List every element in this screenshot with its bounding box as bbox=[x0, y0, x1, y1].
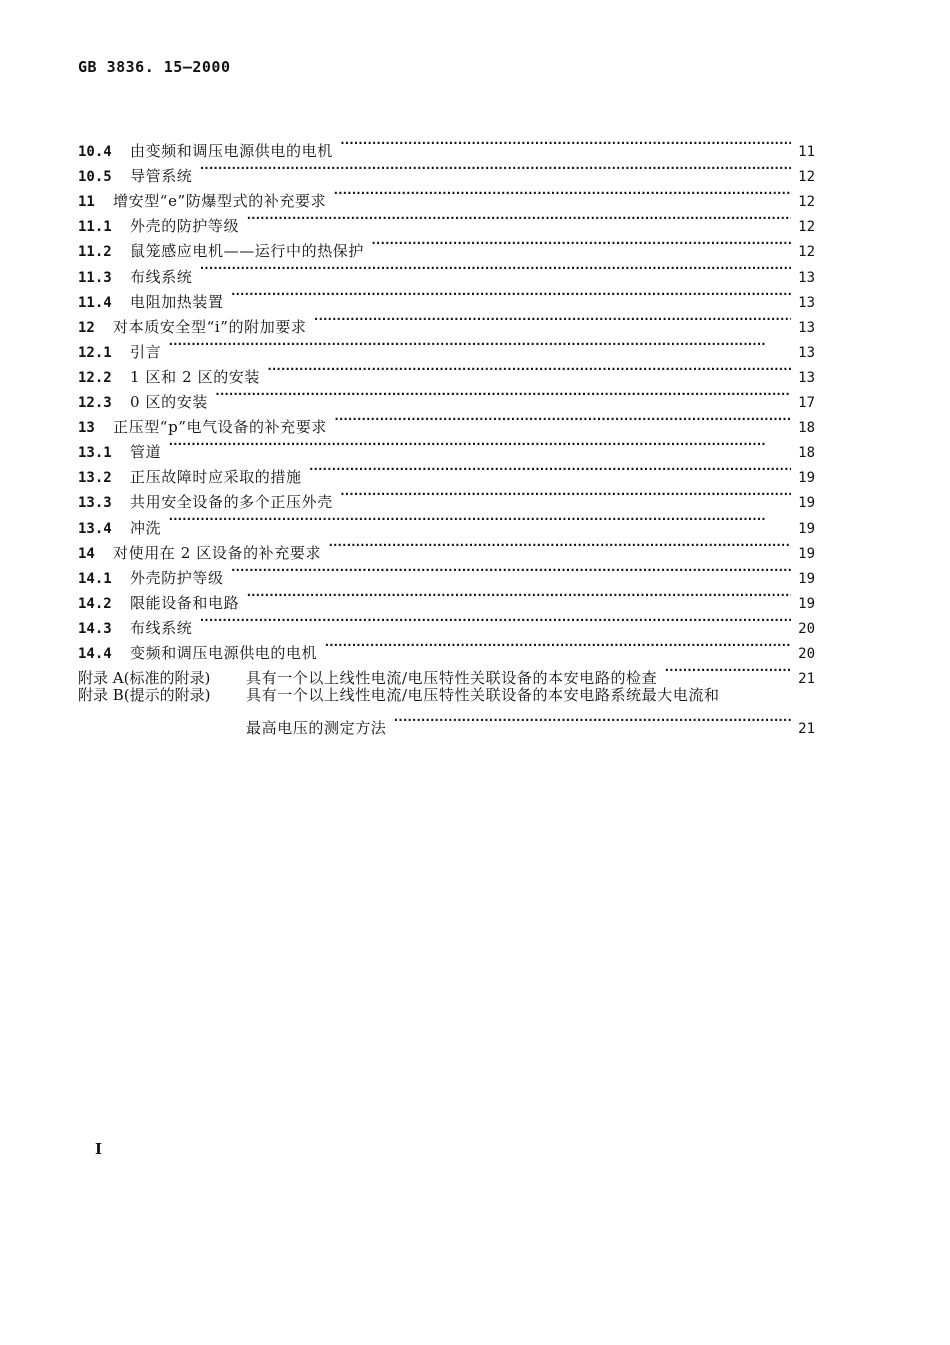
toc-entry-page: 19 bbox=[798, 470, 815, 487]
dot-leader bbox=[230, 282, 791, 307]
toc-entry-page: 13 bbox=[798, 344, 815, 361]
dot-leader bbox=[339, 482, 791, 507]
appendix-b-label: 附录 B(提示的附录) bbox=[78, 686, 211, 705]
toc-entry-title: 增安型“e”防爆型式的补充要求 bbox=[113, 192, 327, 211]
toc-entry-page: 19 bbox=[798, 495, 815, 512]
dot-leader bbox=[392, 708, 791, 733]
dot-leader bbox=[370, 231, 791, 256]
dot-leader bbox=[214, 382, 791, 407]
toc-entry-number: 12.3 bbox=[78, 395, 112, 412]
toc-entry-title: 导管系统 bbox=[130, 167, 193, 186]
toc-entry-number: 13.2 bbox=[78, 470, 112, 487]
toc-entry-number: 13.1 bbox=[78, 445, 112, 462]
dot-leader bbox=[308, 457, 791, 482]
dot-leader bbox=[333, 407, 791, 432]
toc-entry-10-4[interactable] bbox=[78, 131, 815, 161]
appendix-a-title: 具有一个以上线性电流/电压特性关联设备的本安电路的检查 bbox=[246, 669, 658, 688]
toc-entry-page: 19 bbox=[798, 520, 815, 537]
toc-entry-page: 11 bbox=[798, 144, 815, 161]
toc-entry-title: 引言 bbox=[130, 342, 162, 361]
toc-entry-11-2[interactable] bbox=[78, 231, 815, 261]
dot-leader bbox=[323, 633, 791, 658]
toc-entry-number: 13.4 bbox=[78, 520, 112, 537]
dot-leader bbox=[339, 131, 791, 156]
toc-entry-11-4[interactable] bbox=[78, 282, 815, 311]
toc-entry-title: 布线系统 bbox=[130, 267, 193, 286]
toc-entry-11-3[interactable] bbox=[78, 256, 815, 286]
appendix-a-label: 附录 A(标准的附录) bbox=[78, 669, 211, 688]
toc-entry-title: 冲洗 bbox=[130, 518, 162, 537]
toc-entry-title: 正压型“p”电气设备的补充要求 bbox=[113, 418, 327, 437]
toc-entry-page: 20 bbox=[798, 620, 815, 637]
toc-entry-title: 变频和调压电源供电的电机 bbox=[130, 643, 318, 662]
toc-entry-page: 13 bbox=[798, 294, 815, 311]
appendix-b-title-line1: 具有一个以上线性电流/电压特性关联设备的本安电路系统最大电流和 bbox=[246, 686, 720, 705]
toc-entry-number: 14.1 bbox=[78, 570, 112, 587]
dot-leader bbox=[327, 533, 791, 558]
toc-entry-number: 13.3 bbox=[78, 495, 112, 512]
toc-entry-page: 19 bbox=[798, 595, 815, 612]
dot-leader bbox=[266, 357, 791, 382]
toc-entry-page: 13 bbox=[798, 319, 815, 336]
toc-entry-appendix-a[interactable] bbox=[78, 658, 815, 688]
toc-entry-title: 限能设备和电路 bbox=[130, 593, 240, 612]
standard-code-header: GB 3836. 15—2000 bbox=[78, 58, 231, 76]
dot-leader bbox=[198, 256, 791, 281]
toc-entry-page: 12 bbox=[798, 219, 815, 236]
toc-entry-14[interactable] bbox=[78, 533, 815, 562]
appendix-b-title-line2: 最高电压的测定方法 bbox=[246, 719, 387, 738]
toc-entry-title: 外壳防护等级 bbox=[130, 568, 224, 587]
toc-entry-appendix-b-continued[interactable] bbox=[78, 708, 815, 738]
toc-entry-12-2[interactable] bbox=[78, 357, 815, 386]
toc-entry-number: 12.2 bbox=[78, 369, 112, 386]
toc-entry-number: 10.4 bbox=[78, 144, 112, 161]
toc-entry-10-5[interactable] bbox=[78, 156, 815, 186]
dot-leader bbox=[663, 658, 791, 683]
toc-entry-title: 鼠笼感应电机——运行中的热保护 bbox=[130, 242, 365, 261]
toc-entry-title: 布线系统 bbox=[130, 618, 193, 637]
toc-entry-page: 12 bbox=[798, 194, 815, 211]
toc-entry-page: 20 bbox=[798, 645, 815, 662]
toc-entry-13[interactable] bbox=[78, 407, 815, 437]
toc-entry-12-1[interactable] bbox=[78, 332, 815, 361]
dot-leader bbox=[245, 583, 791, 608]
dot-leader bbox=[167, 332, 791, 357]
toc-entry-number: 14.2 bbox=[78, 595, 112, 612]
toc-entry-appendix-b[interactable] bbox=[78, 683, 815, 708]
toc-entry-title: 电阻加热装置 bbox=[130, 292, 224, 311]
toc-entry-number: 11.3 bbox=[78, 269, 112, 286]
toc-entry-12[interactable] bbox=[78, 307, 815, 336]
toc-entry-page: 19 bbox=[798, 545, 815, 562]
toc-entry-11-1[interactable] bbox=[78, 206, 815, 236]
dot-leader bbox=[313, 307, 791, 332]
dot-leader bbox=[198, 608, 791, 633]
toc-entry-page: 21 bbox=[798, 671, 815, 688]
toc-entry-number: 11.1 bbox=[78, 219, 112, 236]
dot-leader bbox=[198, 156, 791, 181]
toc-entry-page: 18 bbox=[798, 445, 815, 462]
toc-entry-14-3[interactable] bbox=[78, 608, 815, 637]
toc-entry-14-4[interactable] bbox=[78, 633, 815, 662]
dot-leader bbox=[245, 206, 791, 231]
toc-entry-14-1[interactable] bbox=[78, 558, 815, 587]
toc-entry-page: 19 bbox=[798, 570, 815, 587]
toc-entry-13-4[interactable] bbox=[78, 507, 815, 537]
toc-entry-title: 对本质安全型“i”的附加要求 bbox=[113, 317, 307, 336]
toc-entry-title: 1 区和 2 区的安装 bbox=[130, 367, 260, 386]
toc-entry-number: 10.5 bbox=[78, 169, 112, 186]
toc-entry-page: 21 bbox=[798, 721, 815, 738]
toc-entry-title: 管道 bbox=[130, 443, 162, 462]
toc-entry-number: 14 bbox=[78, 545, 95, 562]
dot-leader bbox=[332, 181, 791, 206]
toc-entry-title: 共用安全设备的多个正压外壳 bbox=[130, 493, 333, 512]
toc-entry-title: 外壳的防护等级 bbox=[130, 217, 240, 236]
toc-entry-title: 正压故障时应采取的措施 bbox=[130, 468, 302, 487]
toc-entry-number: 13 bbox=[78, 420, 95, 437]
toc-entry-page: 13 bbox=[798, 369, 815, 386]
toc-entry-number: 12 bbox=[78, 319, 95, 336]
toc-entry-page: 17 bbox=[798, 395, 815, 412]
toc-entry-number: 14.3 bbox=[78, 620, 112, 637]
toc-entry-title: 0 区的安装 bbox=[130, 393, 208, 412]
toc-entry-page: 18 bbox=[798, 420, 815, 437]
toc-entry-title: 由变频和调压电源供电的电机 bbox=[130, 142, 333, 161]
toc-entry-number: 11.4 bbox=[78, 294, 112, 311]
toc-entry-page: 12 bbox=[798, 244, 815, 261]
toc-entry-number: 14.4 bbox=[78, 645, 112, 662]
toc-entry-11[interactable] bbox=[78, 181, 815, 211]
toc-entry-title: 对使用在 2 区设备的补充要求 bbox=[113, 543, 322, 562]
toc-entry-number: 12.1 bbox=[78, 344, 112, 361]
dot-leader bbox=[230, 558, 791, 583]
toc-entry-number: 11.2 bbox=[78, 244, 112, 261]
toc-entry-13-3[interactable] bbox=[78, 482, 815, 512]
toc-entry-number: 11 bbox=[78, 194, 95, 211]
toc-entry-13-2[interactable] bbox=[78, 457, 815, 487]
toc-entry-13-1[interactable] bbox=[78, 432, 815, 462]
toc-entry-14-2[interactable] bbox=[78, 583, 815, 612]
dot-leader bbox=[167, 432, 791, 457]
toc-entry-page: 12 bbox=[798, 169, 815, 186]
page-number-marker: I bbox=[95, 1140, 103, 1158]
toc-entry-12-3[interactable] bbox=[78, 382, 815, 412]
table-of-contents bbox=[78, 131, 815, 738]
dot-leader bbox=[167, 507, 791, 532]
toc-entry-page: 13 bbox=[798, 269, 815, 286]
